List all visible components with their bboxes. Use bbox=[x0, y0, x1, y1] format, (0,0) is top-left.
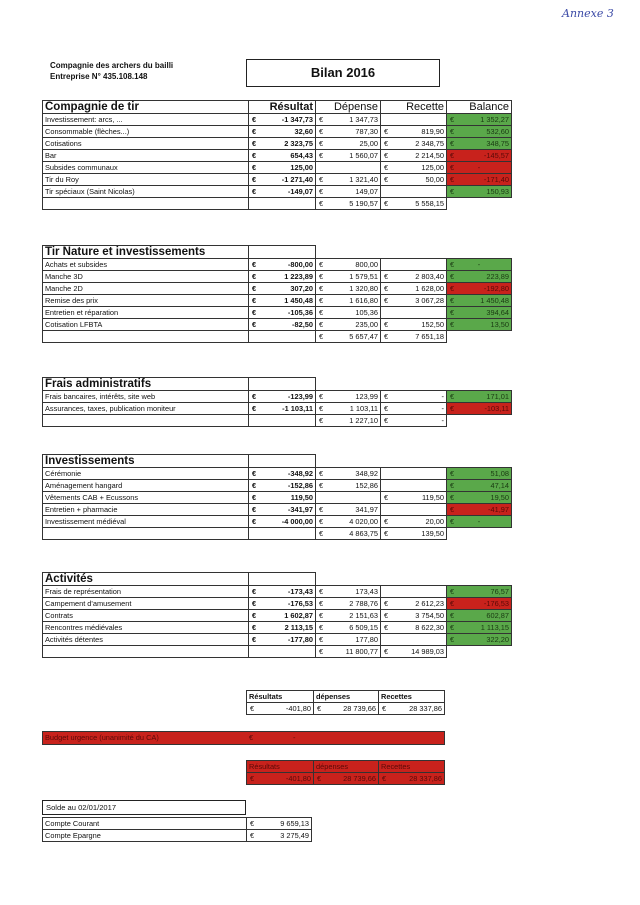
table-row bbox=[43, 295, 512, 307]
row-expense: € 787,30 bbox=[316, 126, 381, 138]
row-balance: € 322,20 bbox=[447, 634, 512, 646]
summary-value-income: € 28 337,86 bbox=[379, 703, 445, 715]
row-label: Cotisations bbox=[43, 138, 249, 150]
row-expense: € 173,43 bbox=[316, 586, 381, 598]
urgent-euro-sign: € bbox=[249, 733, 254, 742]
page-title: Bilan 2016 bbox=[246, 59, 440, 87]
total-spacer bbox=[43, 331, 249, 343]
summary-header-row bbox=[247, 691, 445, 703]
row-balance: € 76,57 bbox=[447, 586, 512, 598]
row-balance: € 1 450,48 bbox=[447, 295, 512, 307]
row-income: € 3 067,28 bbox=[381, 295, 447, 307]
row-expense: € 1 347,73 bbox=[316, 114, 381, 126]
column-header-income: Recette bbox=[381, 101, 447, 114]
urgent-budget-value: - bbox=[293, 733, 296, 742]
table-row bbox=[43, 610, 512, 622]
table-row bbox=[43, 516, 512, 528]
section-total-income: € 7 651,18 bbox=[381, 331, 447, 343]
summary2-header-income: Recettes bbox=[379, 761, 445, 773]
row-income: € 50,00 bbox=[381, 174, 447, 186]
row-result: € -149,07 bbox=[249, 186, 316, 198]
row-income bbox=[381, 586, 447, 598]
section-header-spacer bbox=[249, 455, 316, 468]
row-balance: € 171,01 bbox=[447, 391, 512, 403]
section-total-income: € 139,50 bbox=[381, 528, 447, 540]
table-row bbox=[43, 598, 512, 610]
row-result: € -123,99 bbox=[249, 391, 316, 403]
account-row bbox=[43, 818, 312, 830]
table-row bbox=[43, 271, 512, 283]
row-balance: € 51,08 bbox=[447, 468, 512, 480]
row-result: € -177,80 bbox=[249, 634, 316, 646]
row-expense: € 1 103,11 bbox=[316, 403, 381, 415]
row-income: € 1 628,00 bbox=[381, 283, 447, 295]
row-balance: € -171,40 bbox=[447, 174, 512, 186]
row-income: € 2 803,40 bbox=[381, 271, 447, 283]
summary-header-result: Résultats bbox=[247, 691, 314, 703]
column-header-result: Résultat bbox=[249, 101, 316, 114]
section-total-expense: € 5 657,47 bbox=[316, 331, 381, 343]
table-row bbox=[43, 319, 512, 331]
urgent-budget-label: Budget urgence (unanimité du CA) bbox=[45, 733, 159, 742]
row-income bbox=[381, 186, 447, 198]
section-title: Investissements bbox=[43, 455, 249, 468]
section-title: Activités bbox=[43, 573, 249, 586]
balance-date-title: Solde au 02/01/2017 bbox=[42, 800, 246, 815]
account-balances-table bbox=[42, 817, 312, 842]
row-label: Investissement médiéval bbox=[43, 516, 249, 528]
summary2-value-result: € -401,80 bbox=[247, 773, 314, 785]
total-spacer bbox=[43, 528, 249, 540]
row-result: € -4 000,00 bbox=[249, 516, 316, 528]
row-income: € 119,50 bbox=[381, 492, 447, 504]
table-row bbox=[43, 307, 512, 319]
account-value: € 9 659,13 bbox=[247, 818, 312, 830]
total-spacer bbox=[43, 198, 249, 210]
total-spacer bbox=[249, 415, 316, 427]
section-total-income: € 5 558,15 bbox=[381, 198, 447, 210]
row-expense: € 2 788,76 bbox=[316, 598, 381, 610]
row-balance: € -145,57 bbox=[447, 150, 512, 162]
row-expense: € 800,00 bbox=[316, 259, 381, 271]
table-row bbox=[43, 403, 512, 415]
summary2-header-result: Résultats bbox=[247, 761, 314, 773]
annex-label: Annexe 3 bbox=[562, 7, 614, 20]
row-label: Rencontres médiévales bbox=[43, 622, 249, 634]
row-label: Entretien et réparation bbox=[43, 307, 249, 319]
row-label: Assurances, taxes, publication moniteur bbox=[43, 403, 249, 415]
row-expense: € 1 579,51 bbox=[316, 271, 381, 283]
total-spacer bbox=[249, 646, 316, 658]
row-balance: € -41,97 bbox=[447, 504, 512, 516]
account-value: € 3 275,49 bbox=[247, 830, 312, 842]
row-expense: € 177,80 bbox=[316, 634, 381, 646]
row-income: € 3 754,50 bbox=[381, 610, 447, 622]
section-title: Compagnie de tir bbox=[43, 101, 249, 114]
row-label: Subsides communaux bbox=[43, 162, 249, 174]
row-expense: € 4 020,00 bbox=[316, 516, 381, 528]
row-balance: € 47,14 bbox=[447, 480, 512, 492]
row-result: € -173,43 bbox=[249, 586, 316, 598]
table-row bbox=[43, 150, 512, 162]
row-expense: € 123,99 bbox=[316, 391, 381, 403]
row-income: € 8 622,30 bbox=[381, 622, 447, 634]
row-result: € 2 113,15 bbox=[249, 622, 316, 634]
row-income: € 819,90 bbox=[381, 126, 447, 138]
table-row bbox=[43, 259, 512, 271]
row-result: € -105,36 bbox=[249, 307, 316, 319]
row-balance: € 13,50 bbox=[447, 319, 512, 331]
row-result: € -176,53 bbox=[249, 598, 316, 610]
summary2-value-income: € 28 337,86 bbox=[379, 773, 445, 785]
row-balance: € 150,93 bbox=[447, 186, 512, 198]
row-balance: € 602,87 bbox=[447, 610, 512, 622]
row-income bbox=[381, 307, 447, 319]
row-balance: € 532,60 bbox=[447, 126, 512, 138]
section-total-row bbox=[43, 415, 512, 427]
row-label: Cotisation LFBTA bbox=[43, 319, 249, 331]
row-result: € 307,20 bbox=[249, 283, 316, 295]
summary2-header-row bbox=[247, 761, 445, 773]
table-row bbox=[43, 138, 512, 150]
section-total-row bbox=[43, 331, 512, 343]
row-balance: € -103,11 bbox=[447, 403, 512, 415]
row-expense bbox=[316, 162, 381, 174]
summary2-header-expense: dépenses bbox=[314, 761, 379, 773]
row-balance: € - bbox=[447, 162, 512, 174]
table-row bbox=[43, 391, 512, 403]
row-balance: € - bbox=[447, 516, 512, 528]
row-expense: € 1 320,80 bbox=[316, 283, 381, 295]
row-result: € 1 450,48 bbox=[249, 295, 316, 307]
row-label: Frais bancaires, intérêts, site web bbox=[43, 391, 249, 403]
row-balance: € 1 113,15 bbox=[447, 622, 512, 634]
row-balance: € - bbox=[447, 259, 512, 271]
row-label: Campement d'amusement bbox=[43, 598, 249, 610]
row-income: € 125,00 bbox=[381, 162, 447, 174]
summary2-values-row bbox=[247, 773, 445, 785]
row-expense: € 152,86 bbox=[316, 480, 381, 492]
row-label: Frais de représentation bbox=[43, 586, 249, 598]
row-income bbox=[381, 468, 447, 480]
row-income: € 152,50 bbox=[381, 319, 447, 331]
row-label: Tir du Roy bbox=[43, 174, 249, 186]
table-row bbox=[43, 622, 512, 634]
row-label: Aménagement hangard bbox=[43, 480, 249, 492]
account-row bbox=[43, 830, 312, 842]
row-expense: € 2 151,63 bbox=[316, 610, 381, 622]
urgent-budget-row bbox=[42, 731, 445, 745]
row-label: Contrats bbox=[43, 610, 249, 622]
row-result: € -348,92 bbox=[249, 468, 316, 480]
row-label: Activités détentes bbox=[43, 634, 249, 646]
row-balance: € 223,89 bbox=[447, 271, 512, 283]
row-income bbox=[381, 634, 447, 646]
row-label: Manche 2D bbox=[43, 283, 249, 295]
table-row bbox=[43, 468, 512, 480]
row-label: Investissement: arcs, ... bbox=[43, 114, 249, 126]
section-title: Frais administratifs bbox=[43, 378, 249, 391]
row-balance: € 1 352,27 bbox=[447, 114, 512, 126]
section-header-row bbox=[43, 455, 512, 468]
row-label: Cérémonie bbox=[43, 468, 249, 480]
row-balance: € 19,50 bbox=[447, 492, 512, 504]
total-spacer bbox=[43, 415, 249, 427]
section-header-spacer bbox=[249, 246, 316, 259]
summary-value-expense: € 28 739,66 bbox=[314, 703, 379, 715]
row-income bbox=[381, 259, 447, 271]
row-income bbox=[381, 480, 447, 492]
account-label: Compte Epargne bbox=[43, 830, 247, 842]
table-row bbox=[43, 480, 512, 492]
row-expense: € 6 509,15 bbox=[316, 622, 381, 634]
summary-header-income: Recettes bbox=[379, 691, 445, 703]
table-row bbox=[43, 504, 512, 516]
section-total-expense: € 5 190,57 bbox=[316, 198, 381, 210]
table-row bbox=[43, 186, 512, 198]
row-result: € -152,86 bbox=[249, 480, 316, 492]
company-info bbox=[50, 60, 173, 82]
row-result: € 1 602,87 bbox=[249, 610, 316, 622]
summary2-value-expense: € 28 739,66 bbox=[314, 773, 379, 785]
row-income: € 20,00 bbox=[381, 516, 447, 528]
row-expense: € 25,00 bbox=[316, 138, 381, 150]
row-balance: € -176,53 bbox=[447, 598, 512, 610]
row-result: € 125,00 bbox=[249, 162, 316, 174]
row-result: € 32,60 bbox=[249, 126, 316, 138]
row-result: € -1 271,40 bbox=[249, 174, 316, 186]
section-header-row bbox=[43, 378, 512, 391]
section-header-spacer bbox=[249, 573, 316, 586]
section-total-row bbox=[43, 528, 512, 540]
section-total-row bbox=[43, 646, 512, 658]
total-spacer bbox=[249, 528, 316, 540]
row-expense: € 1 616,80 bbox=[316, 295, 381, 307]
table-row bbox=[43, 586, 512, 598]
row-expense: € 341,97 bbox=[316, 504, 381, 516]
row-label: Entretien + pharmacie bbox=[43, 504, 249, 516]
section-table bbox=[42, 100, 512, 210]
table-row bbox=[43, 162, 512, 174]
row-balance: € -192,80 bbox=[447, 283, 512, 295]
row-income: € - bbox=[381, 391, 447, 403]
table-row bbox=[43, 634, 512, 646]
summary-table bbox=[246, 690, 445, 715]
row-balance: € 394,64 bbox=[447, 307, 512, 319]
table-row bbox=[43, 114, 512, 126]
table-row bbox=[43, 174, 512, 186]
row-balance: € 348,75 bbox=[447, 138, 512, 150]
column-header-balance: Balance bbox=[447, 101, 512, 114]
row-expense: € 105,36 bbox=[316, 307, 381, 319]
summary-header-expense: dépenses bbox=[314, 691, 379, 703]
row-income: € 2 612,23 bbox=[381, 598, 447, 610]
row-income: € 2 348,75 bbox=[381, 138, 447, 150]
table-row bbox=[43, 283, 512, 295]
row-label: Manche 3D bbox=[43, 271, 249, 283]
row-result: € -800,00 bbox=[249, 259, 316, 271]
row-expense: € 1 560,07 bbox=[316, 150, 381, 162]
row-result: € 2 323,75 bbox=[249, 138, 316, 150]
row-result: € -1 347,73 bbox=[249, 114, 316, 126]
company-number: Entreprise N° 435.108.148 bbox=[50, 72, 148, 81]
row-label: Tir spéciaux (Saint Nicolas) bbox=[43, 186, 249, 198]
row-result: € 1 223,89 bbox=[249, 271, 316, 283]
section-header-spacer bbox=[249, 378, 316, 391]
row-income: € 2 214,50 bbox=[381, 150, 447, 162]
section-total-expense: € 4 863,75 bbox=[316, 528, 381, 540]
row-income bbox=[381, 504, 447, 516]
row-result: € -82,50 bbox=[249, 319, 316, 331]
row-label: Vêtements CAB + Ecussons bbox=[43, 492, 249, 504]
row-result: € -1 103,11 bbox=[249, 403, 316, 415]
row-result: € 119,50 bbox=[249, 492, 316, 504]
table-row bbox=[43, 492, 512, 504]
section-total-income: € 14 989,03 bbox=[381, 646, 447, 658]
row-label: Consommable (flèches...) bbox=[43, 126, 249, 138]
row-label: Achats et subsides bbox=[43, 259, 249, 271]
row-expense: € 149,07 bbox=[316, 186, 381, 198]
company-name: Compagnie des archers du bailli bbox=[50, 61, 174, 70]
summary-value-result: € -401,80 bbox=[247, 703, 314, 715]
section-title: Tir Nature et investissements bbox=[43, 246, 249, 259]
summary-values-row bbox=[247, 703, 445, 715]
section-table bbox=[42, 377, 512, 427]
table-row bbox=[43, 126, 512, 138]
section-table bbox=[42, 572, 512, 658]
section-table bbox=[42, 454, 512, 540]
section-header-row bbox=[43, 246, 512, 259]
summary-table-red bbox=[246, 760, 445, 785]
row-expense: € 235,00 bbox=[316, 319, 381, 331]
section-header-row bbox=[43, 573, 512, 586]
total-spacer bbox=[249, 331, 316, 343]
row-label: Remise des prix bbox=[43, 295, 249, 307]
total-spacer bbox=[43, 646, 249, 658]
row-result: € 654,43 bbox=[249, 150, 316, 162]
row-expense: € 1 321,40 bbox=[316, 174, 381, 186]
row-expense bbox=[316, 492, 381, 504]
section-total-expense: € 11 800,77 bbox=[316, 646, 381, 658]
row-label: Bar bbox=[43, 150, 249, 162]
row-income bbox=[381, 114, 447, 126]
section-total-expense: € 1 227,10 bbox=[316, 415, 381, 427]
row-result: € -341,97 bbox=[249, 504, 316, 516]
section-header-row bbox=[43, 101, 512, 114]
column-header-expense: Dépense bbox=[316, 101, 381, 114]
account-label: Compte Courant bbox=[43, 818, 247, 830]
section-total-income: € - bbox=[381, 415, 447, 427]
row-income: € - bbox=[381, 403, 447, 415]
section-table bbox=[42, 245, 512, 343]
total-spacer bbox=[249, 198, 316, 210]
row-expense: € 348,92 bbox=[316, 468, 381, 480]
section-total-row bbox=[43, 198, 512, 210]
